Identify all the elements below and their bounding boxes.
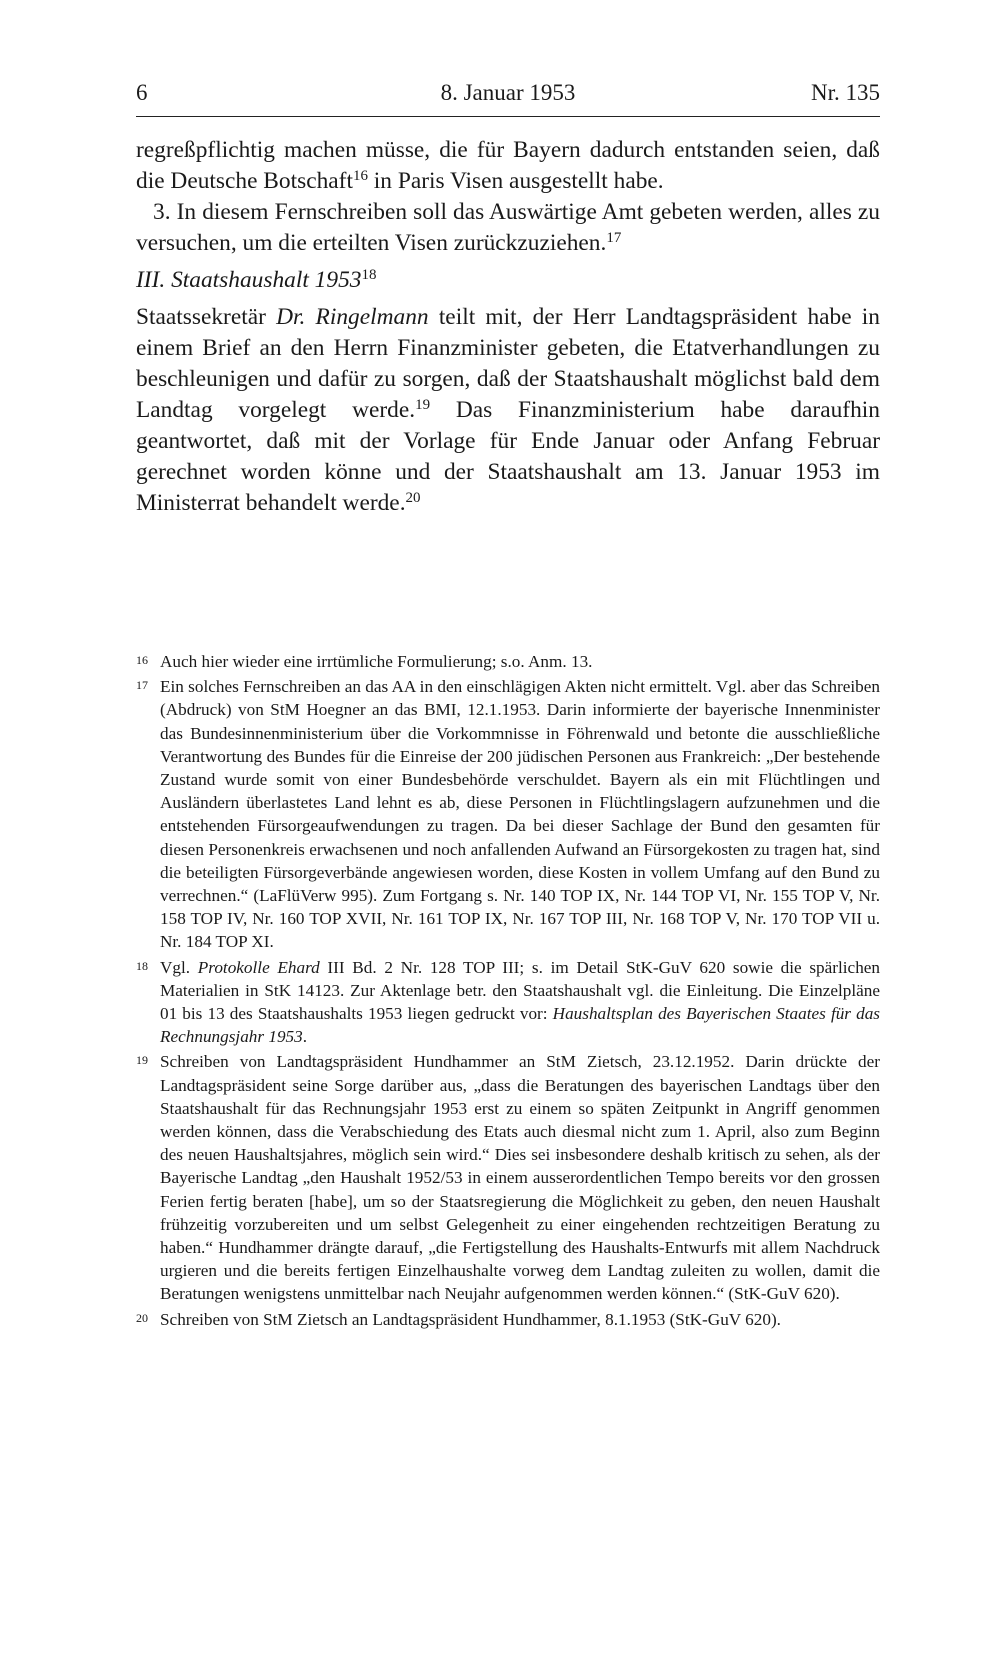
footnote-text: Ein solches Fernschreiben an das AA in den einschlägigen Akten nicht ermittelt. Vgl. aber das Schreiben (Abdruck) von StM Hoegner an das BMI, 12.1.1953. Darin informierte der bayerische Innenminister das Bundesinnenministerium über die Vorkommnisse in Föhrenwald und betonte die ausschließliche Verantwortung des Bundes für die Einreise der 200 jüdischen Personen aus Frankreich: „Der bestehende Zustand wurde somit von einer Bundesbehörde verschuldet. Bayern als ein mit Flüchtlingen und Ausländern überlastetes Land lehnt es ab, diese Personen in Flüchtlingslagern aufzunehmen und die entstehenden Fürsorgeaufwendungen zu tragen. Da bei dieser Sachlage der Bund den gesamten für diesen Personenkreis erwachsenen und noch anfallenden Aufwand an Fürsorgekosten zu tragen hat, sind die beteiligten Fürsorgeverbände angewiesen worden, diese Kosten in vollem Umfang auf den Bund zu verrechnen.“ (LaFlüVerw 995). Zum Fortgang s. Nr. 140 TOP IX, Nr. 144 TOP VI, Nr. 155 TOP V, Nr. 158 TOP IV, Nr. 160 TOP XVII, Nr. 161 TOP IX, Nr. 167 TOP III, Nr. 168 TOP V, Nr. 170 TOP VII u. Nr. 184 TOP XI. xyxy=(160,677,880,952)
text: teilt mit, der Herr Landtagspräsident habe in einem Brief an den Herrn Finanzminister gebeten, die Etatverhandlungen zu beschleunigen und dafür zu sorgen, daß der Staatshaushalt möglichst bald dem Landtag vorgelegt werde. xyxy=(136,304,880,423)
footnote-ref-16: 16 xyxy=(352,168,368,184)
footnote-19 xyxy=(136,1050,880,1305)
footnote-16 xyxy=(136,650,880,673)
text: Staatssekretär xyxy=(136,304,277,330)
running-header xyxy=(136,76,880,117)
footnote-text: Auch hier wieder eine irrtümliche Formulierung; s.o. Anm. 13. xyxy=(160,652,593,671)
footnote-ref-20: 20 xyxy=(405,490,421,506)
footnote-number: 19 xyxy=(136,1053,148,1068)
footnotes xyxy=(136,650,880,1333)
text: Das Finanzministerium habe daraufhin geantwortet, daß mit der Vorlage für Ende Januar oder Anfang Februar gerechnet worden könne und der Staatshaushalt am 13. Januar 1953 im Ministerrat behandelt werde. xyxy=(136,397,880,516)
work-title: Protokolle Ehard xyxy=(197,957,320,977)
text: in Paris Visen ausgestellt habe. xyxy=(367,168,664,194)
footnote-text: . xyxy=(302,1027,308,1047)
footnote-ref-17: 17 xyxy=(606,230,622,246)
footnote-number: 17 xyxy=(136,678,148,693)
text: 3. In diesem Fernschreiben soll das Auswärtige Amt gebeten werden, alles zu versuchen, um die erteilten Visen zurückzuziehen. xyxy=(136,199,880,256)
page xyxy=(136,76,880,519)
section-heading xyxy=(136,265,880,296)
work-title: Haushaltsplan des Bayerischen Staates für das Rechnungsjahr 1953 xyxy=(160,1004,880,1047)
footnote-text: III Bd. 2 Nr. 128 TOP III; s. im Detail StK-GuV 620 sowie die spärlichen Materialien in StK 14123. Zur Aktenlage betr. den Staatshaushalt vgl. die Einleitung. Die Einzelpläne 01 bis 13 des Staatshaushalts 1953 liegen gedruckt vor: xyxy=(160,957,881,1024)
issue-number: Nr. 135 xyxy=(811,80,880,105)
footnote-text: Schreiben von StM Zietsch an Landtagspräsident Hundhammer, 8.1.1953 (StK-GuV 620). xyxy=(160,1309,781,1329)
section-title: III. Staatshaushalt 1953 xyxy=(136,267,362,293)
footnote-text: Schreiben von Landtagspräsident Hundhammer an StM Zietsch, 23.12.1952. Darin drückte der Landtagspräsident seine Sorge darüber aus, „dass die Beratungen des bayerischen Landtags über den Staatshaushalt für das Rechnungsjahr 1953 erst zu einem so späten Zeitpunkt in Angriff genommen werden können, dass die Verabschiedung des Etats auch diesmal nicht zum 1. April, also zum Beginn des neuen Haushaltsjahres, möglich sein wird.“ Dies sei insbesondere deshalb kritisch zu sehen, als der Bayerische Landtag „den Haushalt 1952/53 in einem ausserordentlichen Tempo bereits vor den grossen Ferien fertig beraten [habe], um so der Staatsregierung die Möglichkeit zu geben, den neuen Haushalt frühzeitig vorzubereiten und um selbst Gelegenheit zu einer eingehenden rechtzeitigen Beratung zu haben.“ Hundhammer drängte darauf, „die Fertigstellung des Haushalts-Entwurfs mit allem Nachdruck urgieren und die bereits fertigen Einzelhaushalte vorweg dem Landtag zuleiten zu wollen, damit die Beratungen wenigstens unmittelbar nach Neujahr aufgenommen werden können.“ (StK-GuV 620). xyxy=(160,1052,880,1304)
paragraph-1 xyxy=(136,135,880,197)
footnote-number: 18 xyxy=(136,958,148,973)
footnote-17 xyxy=(136,675,880,953)
paragraph-3 xyxy=(136,302,880,519)
paragraph-2 xyxy=(136,197,880,259)
footnote-number: 20 xyxy=(136,1310,148,1325)
page-number: 6 xyxy=(136,80,148,105)
footnote-20 xyxy=(136,1308,880,1331)
person-name: Dr. Ringelmann xyxy=(276,304,429,330)
main-text xyxy=(136,135,880,519)
footnote-ref-19: 19 xyxy=(415,397,431,413)
footnote-text: Vgl. xyxy=(160,957,198,977)
footnote-number: 16 xyxy=(136,653,148,667)
footnote-18 xyxy=(136,956,880,1049)
header-date: 8. Januar 1953 xyxy=(440,80,576,105)
text: regreßpflichtig machen müsse, die für Bayern dadurch entstanden seien, daß die Deutsche Botschaft xyxy=(136,137,880,194)
footnote-ref-18: 18 xyxy=(361,267,377,283)
